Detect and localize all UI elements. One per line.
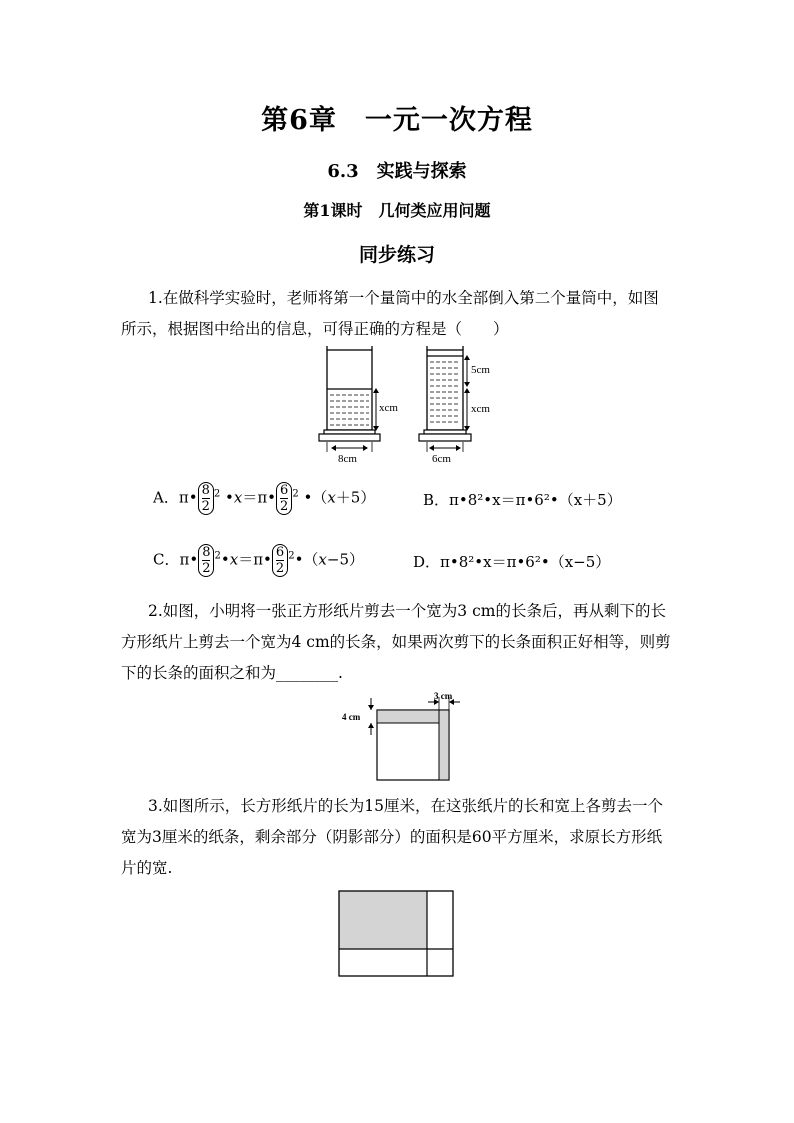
right-width-label: 6cm xyxy=(432,453,451,465)
q2-line1: 2.如图，小明将一张正方形纸片剪去一个宽为3 cm的长条后，再从剩下的长 xyxy=(148,602,666,620)
section-title: 6.3 实践与探索 xyxy=(327,161,467,182)
q2-square-figure xyxy=(340,690,470,786)
right-cylinder xyxy=(419,346,471,452)
right-height-label: xcm xyxy=(471,403,490,415)
q2-line2: 方形纸片上剪去一个宽为4 cm的长条，如果两次剪下的长条面积正好相等，则剪 xyxy=(121,633,671,651)
option-c[interactable]: C．π• $\frac{8}{2}$ $^2$•x＝π• $\frac{6}{2}$ $^2$•（x−5） xyxy=(153,545,365,576)
option-a[interactable]: A．π• $\frac{8}{2}$ $^2$ •x＝π• $\frac{6}{2}$ $^2$ •（x＋5） xyxy=(153,483,376,514)
q3-rectangle-figure xyxy=(336,888,458,980)
q1-line2: 所示，根据图中给出的信息，可得正确的方程是（ ） xyxy=(121,320,509,338)
q2-label-3cm: 3 cm xyxy=(434,691,453,701)
practice-title: 同步练习 xyxy=(358,244,435,266)
shaded-region xyxy=(339,891,427,949)
q2-label-4cm: 4 cm xyxy=(342,712,361,722)
left-cylinder xyxy=(319,346,380,452)
q3-line2: 宽为3厘米的纸条，剩余部分（阴影部分）的面积是60平方厘米，求原长方形纸 xyxy=(121,828,663,846)
option-b[interactable]: B．π•8²•x＝π•6²•（x＋5） xyxy=(423,491,622,509)
chapter-title: 第6章 一元一次方程 xyxy=(261,105,533,136)
left-width-label: 8cm xyxy=(338,453,357,465)
q3-line1: 3.如图所示，长方形纸片的长为15厘米，在这张纸片的长和宽上各剪去一个 xyxy=(148,797,664,815)
q1-cylinders-figure xyxy=(310,344,510,468)
option-d[interactable]: D．π•8²•x＝π•6²•（x−5） xyxy=(413,553,611,571)
left-height-label: xcm xyxy=(379,402,398,414)
right-top-label: 5cm xyxy=(471,364,490,376)
q1-line1: 1.在做科学实验时，老师将第一个量筒中的水全部倒入第二个量筒中，如图 xyxy=(148,289,659,307)
lesson-title: 第1课时 几何类应用问题 xyxy=(303,201,491,220)
q3-line3: 片的宽. xyxy=(121,859,173,877)
option-a-label: A． xyxy=(153,488,179,507)
q2-line3: 下的长条的面积之和为________. xyxy=(121,664,343,682)
option-c-label: C． xyxy=(153,550,180,569)
